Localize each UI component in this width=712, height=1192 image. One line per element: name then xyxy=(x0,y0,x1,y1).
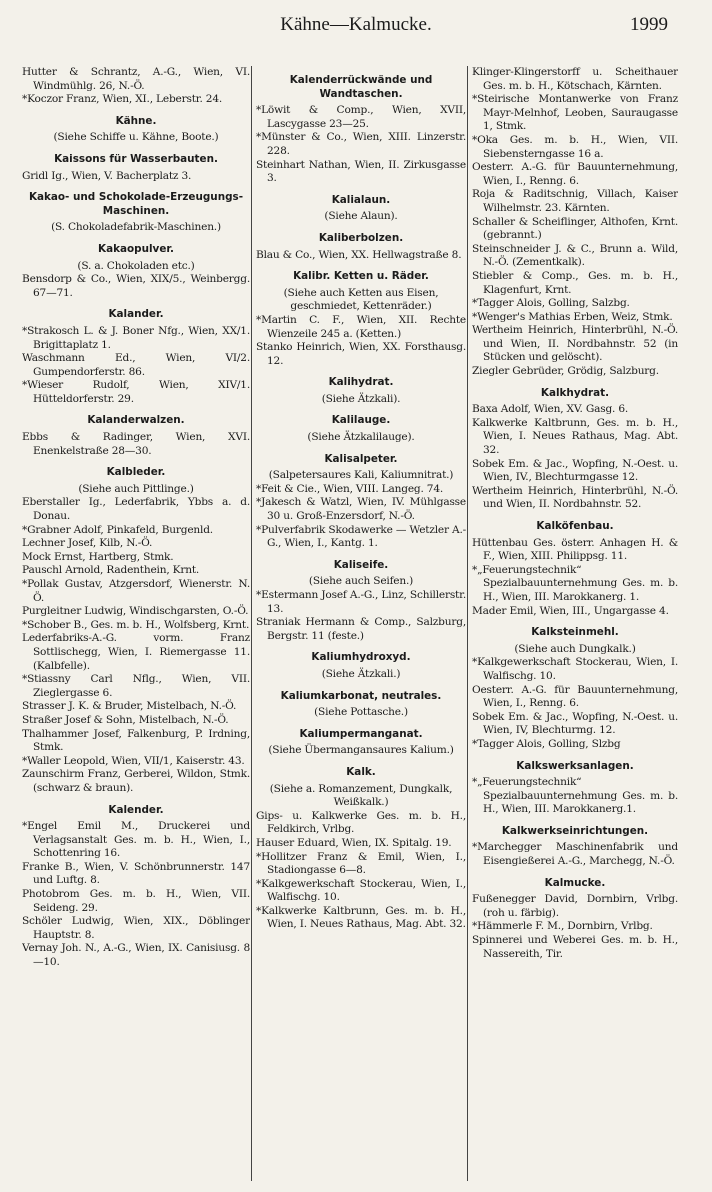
directory-entry: Waschmann Ed., Wien, VI/2. Gumpendorferstr. 86. xyxy=(22,352,250,378)
directory-entry: Ziegler Gebrüder, Grödig, Salzburg. xyxy=(472,365,659,378)
section-heading: Kaliberbolzen. xyxy=(318,231,404,244)
section-heading: Kalk. xyxy=(346,765,376,778)
section-heading: Kaissons für Wasserbauten. xyxy=(54,152,218,165)
page-number: 1999 xyxy=(630,14,668,35)
section-heading: Kakaopulver. xyxy=(98,242,174,255)
section-heading: Kalkswerksanlagen. xyxy=(516,759,634,772)
directory-entry: *Martin C. F., Wien, XII. Rechte Wienzeile 245 a. (Ketten.) xyxy=(256,313,466,340)
directory-entry: Kalkwerke Kaltbrunn, Ges. m. b. H., Wien, I. Neues Rathaus, Mag. Abt. 32. xyxy=(472,416,678,457)
directory-entry: Schöler Ludwig, Wien, XIX., Döblinger Hauptstr. 8. xyxy=(22,915,250,941)
section-heading: Kähne. xyxy=(115,114,157,127)
directory-entry: *Pulverfabrik Skodawerke — Wetzler A.-G., Wien, I., Kantg. 1. xyxy=(256,523,466,550)
directory-entry: Stiebler & Comp., Ges. m. b. H., Klagenfurt, Krnt. xyxy=(472,269,678,296)
directory-entry: *Stiassny Carl Nflg., Wien, VII. Zieglergasse 6. xyxy=(22,673,250,699)
directory-entry: *Marchegger Maschinenfabrik und Eisengießerei A.-G., Marchegg, N.-Ö. xyxy=(472,841,678,868)
directory-entry: Pauschl Arnold, Radenthein, Krnt. xyxy=(22,564,200,577)
directory-entry: *„Feuerungstechnik“ Spezialbauunternehmung Ges. m. b. H., Wien, III. Marokkanerg.1. xyxy=(472,776,678,816)
cross-reference-note: (Siehe Ätzkali.) xyxy=(321,667,401,680)
directory-entry: Straniak Hermann & Comp., Salzburg, Bergstr. 11 (feste.) xyxy=(256,616,466,642)
directory-entry: *Löwit & Comp., Wien, XVII, Lascygasse 23—25. xyxy=(256,104,466,130)
directory-entry: Hutter & Schrantz, A.-G., Wien, VI. Windmühlg. 26, N.-Ö. xyxy=(22,66,250,92)
directory-entry: Wertheim Heinrich, Hinterbrühl, N.-Ö. und Wien, II. Nordbahnstr. 52. xyxy=(472,484,678,511)
section-heading: Kalkhydrat. xyxy=(540,386,610,399)
section-heading: Kalkwerkseinrichtungen. xyxy=(501,824,649,837)
cross-reference-note: (Siehe Pottasche.) xyxy=(314,706,408,719)
section-heading: Kalender. xyxy=(108,803,164,816)
section-heading: Kalisalpeter. xyxy=(324,452,398,465)
section-heading: Kalialaun. xyxy=(331,193,391,206)
section-heading: Kalander. xyxy=(108,308,164,321)
section-heading: Kalmucke. xyxy=(544,876,606,889)
column-divider-left xyxy=(251,66,252,1181)
directory-entry: Bensdorp & Co., Wien, XIX/5., Weinbergg. 67—71. xyxy=(22,273,250,299)
directory-entry: *Wenger's Mathias Erben, Weiz, Stmk. xyxy=(472,310,673,323)
section-heading: Kaliumkarbonat, neutrales. xyxy=(280,689,442,702)
section-heading: Kalköfenbau. xyxy=(536,520,614,532)
directory-entry: *Oka Ges. m. b. H., Wien, VII. Siebensterngasse 16 a. xyxy=(472,133,678,160)
cross-reference-note: (Siehe Alaun). xyxy=(324,210,398,223)
directory-entry: Oesterr. A.-G. für Bauunternehmung, Wien, I., Renng. 6. xyxy=(472,161,678,187)
cross-reference-note: (Siehe Schiffe u. Kähne, Boote.) xyxy=(53,131,219,144)
directory-entry: *Schober B., Ges. m. b. H., Wolfsberg, Krnt. xyxy=(22,618,250,631)
directory-entry: Fußenegger David, Dornbirn, Vrlbg. (roh u. färbig). xyxy=(472,893,678,919)
section-heading: Kalilauge. xyxy=(331,414,391,427)
directory-entry: *Waller Leopold, Wien, VII/1, Kaiserstr. 43. xyxy=(22,754,245,767)
cross-reference-note: (Siehe auch Dungkalk.) xyxy=(514,642,636,655)
directory-entry: Baxa Adolf, Wien, XV. Gasg. 6. xyxy=(472,403,629,416)
directory-entry: Ebbs & Radinger, Wien, XVI. Enenkelstraße 28—30. xyxy=(22,431,250,457)
directory-entry: Schaller & Scheiflinger, Althofen, Krnt. (gebrannt.) xyxy=(472,215,678,242)
section-heading: Kalihydrat. xyxy=(328,376,394,389)
directory-entry: *Hämmerle F. M., Dornbirn, Vrlbg. xyxy=(472,920,653,933)
directory-entry: Sobek Em. & Jac., Wopfing, N.-Oest. u. Wien, IV., Blechturmgasse 12. xyxy=(472,457,678,484)
directory-entry: Mock Ernst, Hartberg, Stmk. xyxy=(22,550,174,563)
section-heading: Kakao- und Schokolade-Erzeugungs-Maschinen. xyxy=(28,191,244,217)
section-heading: Kalibr. Ketten u. Räder. xyxy=(293,270,429,283)
directory-entry: *Strakosch L. & J. Boner Nfg., Wien, XX/1. Brigittaplatz 1. xyxy=(22,324,250,351)
cross-reference-note: (Siehe auch Ketten aus Eisen, geschmiedet, Kettenräder.) xyxy=(283,286,439,313)
directory-entry: *Tagger Alois, Golling, Slzbg xyxy=(472,737,621,750)
directory-entry: Zaunschirm Franz, Gerberei, Wildon, Stmk. (schwarz & braun). xyxy=(22,768,250,794)
section-heading: Kaliumpermanganat. xyxy=(299,727,423,740)
cross-reference-note: (Salpetersaures Kali, Kaliumnitrat.) xyxy=(268,469,454,482)
directory-entry: Purgleitner Ludwig, Windischgarsten, O.-Ö. xyxy=(22,605,249,618)
directory-entry: *Grabner Adolf, Pinkafeld, Burgenld. xyxy=(22,523,213,536)
cross-reference-note: (S. a. Chokoladen etc.) xyxy=(77,259,195,272)
directory-entry: *Pollak Gustav, Atzgersdorf, Wienerstr. N. Ö. xyxy=(22,578,250,604)
directory-entry: *Steirische Montanwerke von Franz Mayr-Melnhof, Leoben, Sauraugasse 1, Stmk. xyxy=(472,93,678,133)
column-divider-right xyxy=(467,66,468,1181)
section-heading: Kaliumhydroxyd. xyxy=(311,651,411,664)
column-right xyxy=(472,66,678,1186)
directory-entry: *Kalkgewerkschaft Stockerau, Wien, I. Walfischg. 10. xyxy=(472,656,678,682)
directory-entry: Strasser J. K. & Bruder, Mistelbach, N.-Ö. xyxy=(22,700,237,713)
directory-entry: Hüttenbau Ges. österr. Anhagen H. & F., Wien, XIII. Philippsg. 11. xyxy=(472,536,678,563)
cross-reference-note: (Siehe Übermangansaures Kalium.) xyxy=(268,744,454,757)
directory-entry: *Kalkwerke Kaltbrunn, Ges. m. b. H., Wien, I. Neues Rathaus, Mag. Abt. 32. xyxy=(256,904,466,931)
directory-entry: Spinnerei und Weberei Ges. m. b. H., Nassereith, Tir. xyxy=(472,934,678,960)
directory-entry: Steinschneider J. & C., Brunn a. Wild, N.-Ö. (Zementkalk). xyxy=(472,242,678,269)
directory-entry: Photobrom Ges. m. b. H., Wien, VII. Seideng. 29. xyxy=(22,888,250,914)
directory-entry: Franke B., Wien, V. Schönbrunnerstr. 147 und Luftg. 8. xyxy=(22,860,250,887)
column-left xyxy=(22,66,250,1186)
cross-reference-note: (Siehe Ätzkalilauge). xyxy=(307,431,415,444)
directory-entry: Thalhammer Josef, Falkenburg, P. Irdning, Stmk. xyxy=(22,727,250,754)
directory-entry: Straßer Josef & Sohn, Mistelbach, N.-Ö. xyxy=(22,713,229,726)
directory-entry: *Kalkgewerkschaft Stockerau, Wien, I., Walfischg. 10. xyxy=(256,877,466,904)
directory-entry: *Engel Emil M., Druckerei und Verlagsanstalt Ges. m. b. H., Wien, I., Schottenring 16. xyxy=(22,820,250,860)
directory-entry: Roja & Raditschnig, Villach, Kaiser Wilhelmstr. 23. Kärnten. xyxy=(472,188,678,214)
directory-entry: Hauser Eduard, Wien, IX. Spitalg. 19. xyxy=(256,836,452,849)
directory-entry: *Münster & Co., Wien, XIII. Linzerstr. 228. xyxy=(256,131,466,157)
section-heading: Kalbleder. xyxy=(106,466,166,479)
directory-entry: Eberstaller Ig., Lederfabrik, Ybbs a. d. Donau. xyxy=(22,496,250,523)
directory-entry: Vernay Joh. N., A.-G., Wien, IX. Canisiusg. 8—10. xyxy=(22,942,250,969)
directory-entry: Oesterr. A.-G. für Bauunternehmung, Wien, I., Renng. 6. xyxy=(472,683,678,710)
directory-entry: Gridl Ig., Wien, V. Bacherplatz 3. xyxy=(22,169,192,182)
cross-reference-note: (Siehe auch Pittlinge.) xyxy=(78,482,194,495)
directory-entry: Wertheim Heinrich, Hinterbrühl, N.-Ö. und Wien, II. Nordbahnstr. 52 (in Stücken und gelöscht). xyxy=(472,324,678,364)
section-heading: Kaliseife. xyxy=(333,558,389,571)
directory-entry: Steinhart Nathan, Wien, II. Zirkusgasse 3. xyxy=(256,158,466,185)
cross-reference-note: (Siehe auch Seifen.) xyxy=(308,575,414,588)
directory-entry: Stanko Heinrich, Wien, XX. Forsthausg. 12. xyxy=(256,341,466,367)
cross-reference-note: (Siehe a. Romanzement, Dungkalk, Weißkalk.) xyxy=(269,782,453,809)
section-heading: Kalanderwalzen. xyxy=(87,414,185,427)
page-header xyxy=(0,14,712,42)
directory-entry: Blau & Co., Wien, XX. Hellwagstraße 8. xyxy=(256,248,462,261)
directory-entry: *Koczor Franz, Wien, XI., Leberstr. 24. xyxy=(22,93,223,106)
cross-reference-note: (S. Chokoladefabrik-Maschinen.) xyxy=(51,221,221,234)
column-middle xyxy=(256,66,466,1186)
directory-entry: *Hollitzer Franz & Emil, Wien, I., Stadiongasse 6—8. xyxy=(256,850,466,877)
directory-entry: Lechner Josef, Kilb, N.-Ö. xyxy=(22,537,153,550)
directory-entry: *Wieser Rudolf, Wien, XIV/1. Hütteldorferstr. 29. xyxy=(22,379,250,405)
section-heading: Kalenderrückwände und Wandtaschen. xyxy=(289,74,433,100)
directory-entry: *Estermann Josef A.-G., Linz, Schillerstr. 13. xyxy=(256,589,466,615)
directory-entry: Klinger-Klingerstorff u. Scheithauer Ges. m. b. H., Kötschach, Kärnten. xyxy=(472,66,678,92)
directory-entry: *Tagger Alois, Golling, Salzbg. xyxy=(472,297,630,310)
section-heading: Kalksteinmehl. xyxy=(531,626,619,639)
directory-entry: Sobek Em. & Jac., Wopfing, N.-Oest. u. Wien, IV, Blechturmg. 12. xyxy=(472,710,678,737)
directory-entry: *Feit & Cie., Wien, VIII. Langeg. 74. xyxy=(256,482,444,495)
directory-entry: Lederfabriks-A.-G. vorm. Franz Sottlischegg, Wien, I. Riemergasse 11. (Kalbfelle). xyxy=(22,632,250,672)
directory-entry: Mader Emil, Wien, III., Ungargasse 4. xyxy=(472,604,669,617)
cross-reference-note: (Siehe Ätzkali). xyxy=(321,392,401,405)
directory-entry: *Jakesch & Watzl, Wien, IV. Mühlgasse 30 u. Groß-Enzersdorf, N.-Ö. xyxy=(256,496,466,523)
directory-entry: Gips- u. Kalkwerke Ges. m. b. H., Feldkirch, Vrlbg. xyxy=(256,809,466,836)
running-title: Kähne—Kalmucke. xyxy=(280,14,432,35)
directory-entry: *„Feuerungstechnik“ Spezialbauunternehmung Ges. m. b. H., Wien, III. Marokkanerg. 1. xyxy=(472,563,678,603)
